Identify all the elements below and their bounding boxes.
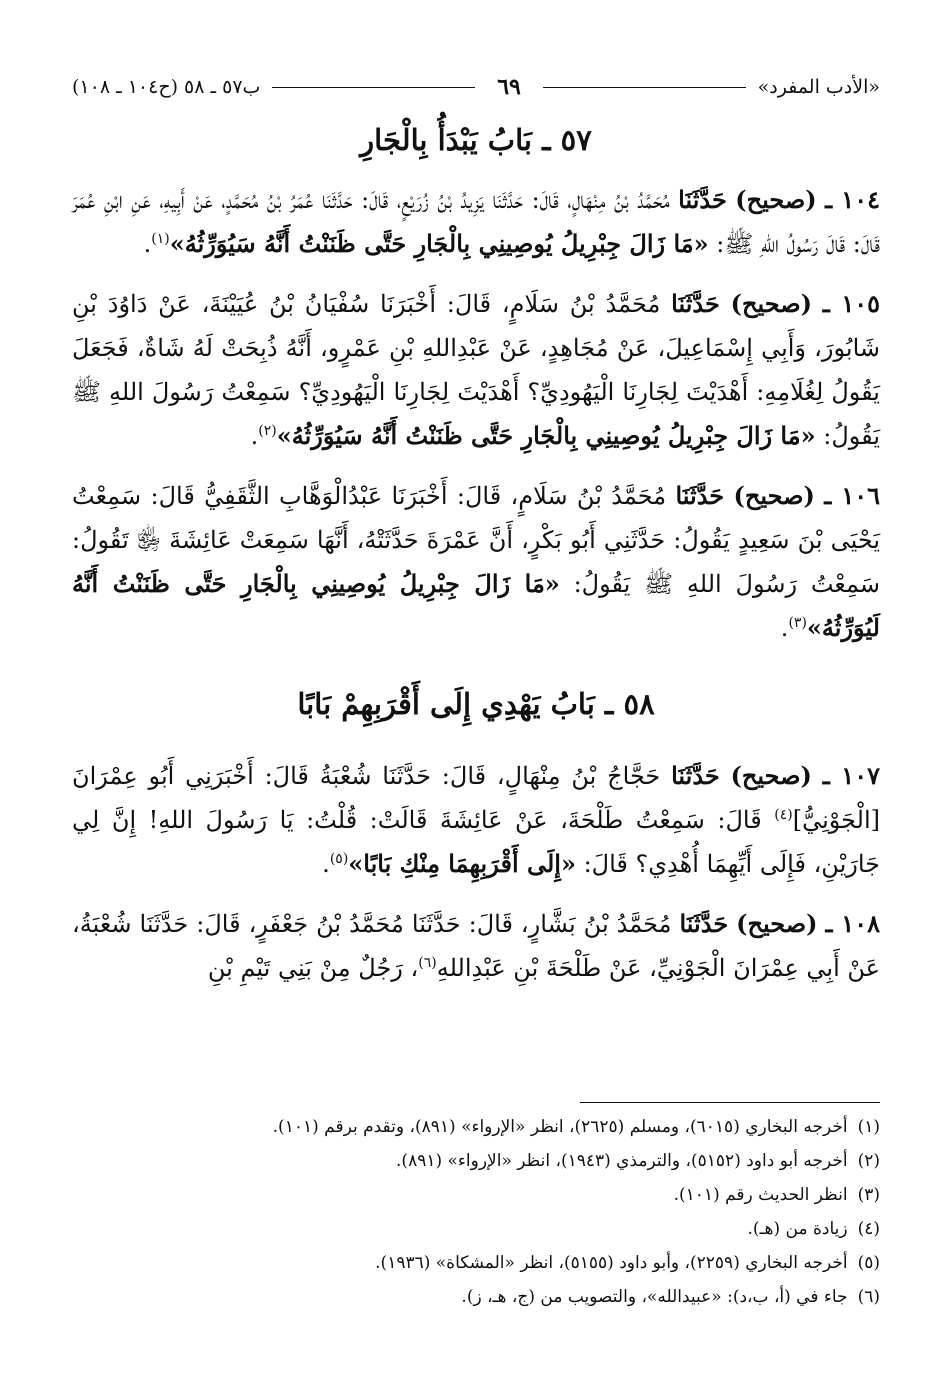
footnotes <box>72 1110 880 1314</box>
hadith-number: ١٠٦ ـ <box>824 481 880 510</box>
chapter-heading: ٥٨ ـ بَابُ يَهْدِي إِلَى أَقْرَبِهِمْ بَابًا <box>297 687 655 721</box>
matn: «مَا زَالَ جِبْرِيلُ يُوصِينِي بِالْجَارِ حَتَّى ظَنَنْتُ أَنَّهُ سَيُوَرِّثُهُ» <box>169 229 709 258</box>
footnote <box>72 1212 880 1246</box>
hadith-grade: (صحيح) <box>735 185 817 214</box>
haddathana: حَدَّثَنَا <box>671 761 720 790</box>
footnote-number: (٥) <box>857 1253 880 1273</box>
hadith-grade: (صحيح) <box>730 289 812 318</box>
hadith-104 <box>72 178 880 266</box>
punct: . <box>250 422 259 450</box>
footnote-ref: (١) <box>151 231 170 247</box>
hadith-108 <box>72 902 880 990</box>
footnote-separator <box>580 1102 880 1103</box>
footnote-text: انظر الحديث رقم (١٠١). <box>673 1185 848 1205</box>
footnote-number: (١) <box>857 1117 880 1137</box>
footnote <box>72 1110 880 1144</box>
isnad: مُحَمَّدُ بْنُ سَلَامٍ، قَالَ: أَخْبَرَنَا عَبْدُالْوَهَّابِ الثَّقَفِيُّ قَالَ: سَمِعْتُ يَحْيَى بْنَ سَعِيدٍ يَقُولُ: حَدَّثَنِي أَبُو بَكْرٍ، أَنَّ عَمْرَةَ حَدَّثَتْهُ، أَنَّهَا سَمِعَتْ عَائِشَةَ ﵂ تَقُولُ: سَمِعْتُ رَسُولَ اللهِ ﷺ يَقُولُ: <box>72 482 880 598</box>
footnote-ref: (٢) <box>258 423 277 439</box>
page-number: ٦٩ <box>497 74 521 100</box>
footnote-ref: (٤) <box>774 807 793 823</box>
isnad: مُحَمَّدُ بْنُ بَشَّارٍ، قَالَ: حَدَّثَنَا مُحَمَّدُ بْنُ جَعْفَرٍ، قَالَ: حَدَّثَنَا شُعْبَةُ، عَنْ أَبِي عِمْرَانَ الْجَوْنِيِّ، عَنْ طَلْحَةَ بْنِ عَبْدِاللهِ <box>72 910 880 982</box>
running-head <box>72 70 880 104</box>
hadith-grade: (صحيح) <box>733 481 815 510</box>
isnad: حَجَّاجُ بْنُ مِنْهَالٍ، قَالَ: حَدَّثَنَا شُعْبَةُ قَالَ: أَخْبَرَنِي أَبُو عِمْرَانَ [الْجَوْنِيُّ] <box>72 762 880 834</box>
punct: . <box>780 614 789 642</box>
footnote-number: (٣) <box>857 1185 880 1205</box>
footnote-number: (٢) <box>857 1151 880 1171</box>
isnad: مُحَمَّدُ بْنُ مِنْهَالٍ، قَالَ: حَدَّثَنَا يَزِيدُ بْنُ زُرَيْعٍ، قَالَ: حَدَّثَنَا عُمَرُ بْنُ مُحَمَّدٍ، عَنْ أَبِيهِ، عَنِ ابْنِ عُمَرَ قَالَ: قَالَ رَسُولُ اللهِ ﷺ: <box>72 186 880 258</box>
haddathana: حَدَّثَنَا <box>678 185 727 214</box>
footnote <box>72 1178 880 1212</box>
book-title: «الأدب المفرد» <box>757 76 880 98</box>
header-rule <box>543 87 746 88</box>
footnote <box>72 1246 880 1280</box>
hadith-number: ١٠٤ ـ <box>825 185 880 214</box>
haddathana: حَدَّثَنَا <box>675 481 725 510</box>
chapter-hadith-range: ب٥٧ ـ ٥٨ (ح١٠٤ ـ ١٠٨) <box>72 76 261 98</box>
haddathana: حَدَّثَنَا <box>671 289 720 318</box>
footnote <box>72 1144 880 1178</box>
hadith-107 <box>72 754 880 886</box>
footnote-ref: (٣) <box>788 615 807 631</box>
hadith-number: ١٠٥ ـ <box>822 289 880 318</box>
footnote-ref: (٦) <box>418 955 437 971</box>
footnote-number: (٦) <box>857 1287 880 1307</box>
footnote-ref: (٥) <box>329 851 349 867</box>
footnote-text: أخرجه أبو داود (٥١٥٢)، والترمذي (١٩٤٣)، انظر «الإرواء» (٨٩١). <box>396 1151 848 1171</box>
haddathana: حَدَّثَنَا <box>679 909 729 938</box>
hadith-number: ١٠٨ ـ <box>825 909 880 938</box>
matn: «إِلَى أَقْرَبِهِمَا مِنْكِ بَابًا» <box>348 849 576 878</box>
isnad-continued: ، رَجُلٌ مِنْ بَنِي تَيْمِ بْنِ <box>207 954 419 982</box>
hadith-106 <box>72 474 880 650</box>
isnad: مُحَمَّدُ بْنُ سَلَامٍ، قَالَ: أَخْبَرَنَا سُفْيَانُ بْنُ عُيَيْنَةَ، عَنْ دَاوُدَ بْنِ شَابُورَ، وَأَبِي إِسْمَاعِيلَ، عَنْ مُجَاهِدٍ، عَنْ عَبْدِاللهِ بْنِ عَمْرٍو، أَنَّهُ ذُبِحَتْ لَهُ شَاةٌ، فَجَعَلَ يَقُولُ لِغُلَامِهِ: أَهْدَيْتَ لِجَارِنَا الْيَهُودِيِّ؟ أَهْدَيْتَ لِجَارِنَا الْيَهُودِيِّ؟ سَمِعْتُ رَسُولَ اللهِ ﷺ يَقُولُ: <box>72 290 880 450</box>
footnote-text: أخرجه البخاري (٢٢٥٩)، وأبو داود (٥١٥٥)، انظر «المشكاة» (١٩٣٦). <box>375 1253 848 1273</box>
chapter-heading: ٥٧ ـ بَابُ يَبْدَأُ بِالْجَارِ <box>360 123 592 157</box>
matn: «مَا زَالَ جِبْرِيلُ يُوصِينِي بِالْجَارِ حَتَّى ظَنَنْتُ أَنَّهُ لَيُوَرِّثُهُ» <box>72 569 880 642</box>
footnote-text: جاء في (أ، ب،د): «عبيدالله»، والتصويب من (ج، هـ، ز). <box>461 1287 848 1307</box>
hadith-grade: (صحيح) <box>730 761 812 790</box>
hadith-grade: (صحيح) <box>736 909 818 938</box>
hadith-105 <box>72 282 880 458</box>
footnote <box>72 1280 880 1314</box>
footnote-number: (٤) <box>857 1219 880 1239</box>
matn: «مَا زَالَ جِبْرِيلُ يُوصِينِي بِالْجَارِ حَتَّى ظَنَنْتُ أَنَّهُ سَيُوَرِّثُهُ» <box>276 421 816 450</box>
punct: . <box>322 850 330 878</box>
punct: . <box>143 230 152 258</box>
footnote-text: زيادة من (هـ). <box>747 1219 848 1239</box>
isnad-continued: قَالَ: سَمِعْتُ طَلْحَةَ، عَنْ عَائِشَةَ قَالَتْ: قُلْتُ: يَا رَسُولَ اللهِ! إِنَّ لِي جَارَيْنِ، فَإِلَى أَيِّهِمَا أُهْدِي؟ قَالَ: <box>72 806 880 878</box>
hadith-number: ١٠٧ ـ <box>822 761 880 790</box>
header-rule <box>272 87 475 88</box>
footnote-text: أخرجه البخاري (٦٠١٥)، ومسلم (٢٦٢٥)، انظر «الإرواء» (٨٩١)، وتقدم برقم (١٠١). <box>272 1117 848 1137</box>
